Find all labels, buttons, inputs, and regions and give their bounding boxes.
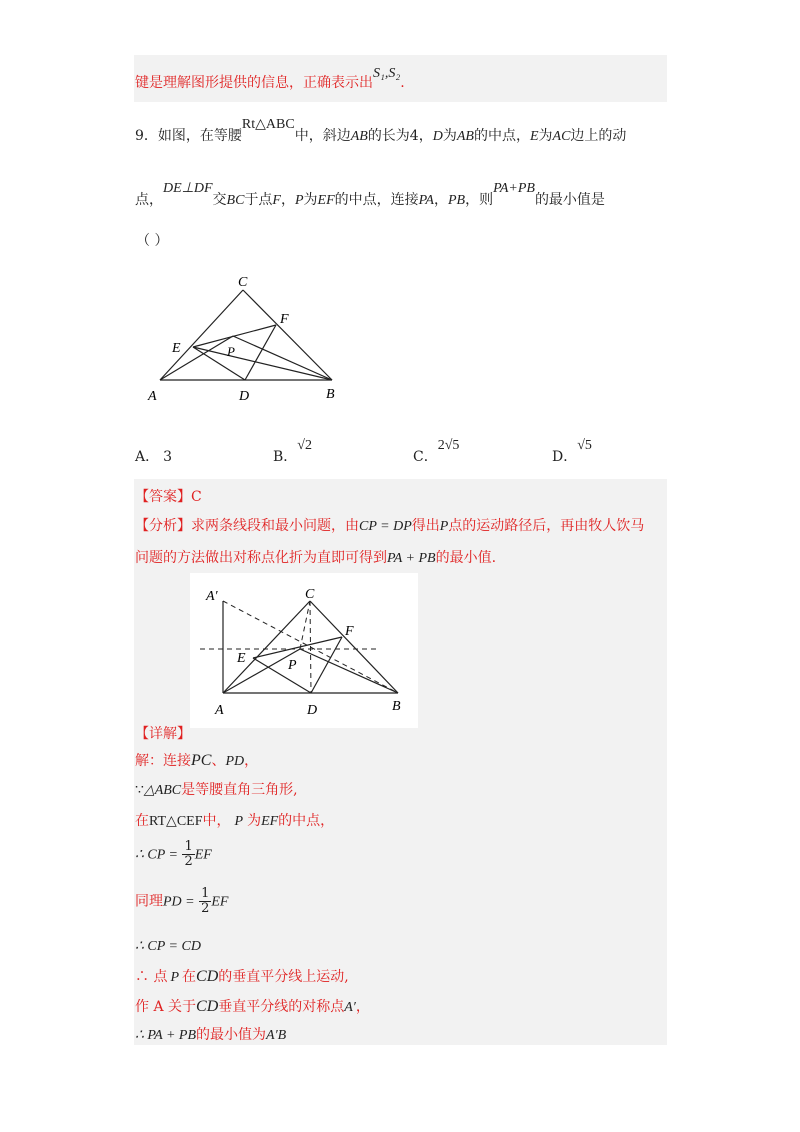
fraction-half [182, 840, 194, 869]
q-math: F [272, 193, 281, 208]
detail-text: 的垂直平分线上运动, [218, 969, 349, 985]
detail-math: EF [261, 814, 279, 829]
detail-math: CD [196, 968, 219, 985]
q-math-de-perp-df: DE⊥DF [163, 181, 213, 196]
detail-line-1 [135, 750, 258, 770]
detail-math: PD [225, 754, 245, 769]
q-text: 边上的动 [570, 128, 627, 144]
detail-text: ∵ [135, 782, 144, 798]
q-text: 中，斜边 [294, 128, 351, 144]
detail-text: 、 [211, 753, 226, 769]
answer-value: C [191, 489, 202, 505]
q-text: 点， [135, 192, 163, 208]
option-c-value: 2√5 [437, 438, 460, 453]
detail-text: 在 [135, 813, 149, 829]
label-E: E [172, 341, 181, 356]
detail-text: 为 [247, 813, 262, 829]
detail-tag: 【详解】 [135, 726, 191, 742]
analysis-text: 求两条线段和最小问题，由 [191, 518, 359, 534]
label2-E: E [237, 651, 246, 666]
detail-line-4 [135, 840, 212, 869]
q-math: PA [418, 193, 434, 208]
detail-text: 的最小值为 [196, 1027, 267, 1043]
detail-text: ∴ 点 [135, 969, 168, 985]
label-D: D [239, 389, 250, 404]
detail-text: ， [355, 999, 370, 1015]
answer-parentheses: （ ） [136, 233, 169, 249]
label2-B: B [392, 699, 401, 714]
detail-math: ∴ CP = [135, 847, 178, 863]
q-text: 为 [303, 192, 318, 208]
q-math: PB [447, 193, 466, 208]
option-c-letter: C． [413, 449, 438, 465]
q-text: 的最小值是 [534, 192, 605, 208]
option-a-value: 3 [163, 449, 173, 465]
analysis-text: 点的运动路径后，再由牧人饮马 [448, 518, 645, 534]
question-line-2 [135, 181, 605, 209]
frac-den: 2 [184, 854, 193, 869]
option-d-letter: D． [552, 449, 578, 465]
detail-math: EF [211, 894, 229, 910]
detail-text: 解：连接 [135, 753, 191, 769]
label2-A: A [215, 703, 224, 718]
detail-math: △ABC [143, 783, 182, 798]
q-math: AC [552, 129, 571, 144]
detail-math: P [234, 814, 244, 829]
detail-text: 同理 [135, 893, 163, 910]
q-math: P [294, 193, 304, 208]
q-text: 的长为4， [367, 128, 433, 144]
answer-tag: 【答案】 [135, 489, 191, 505]
detail-line-7 [135, 966, 349, 986]
detail-text: ， [244, 753, 259, 769]
seg-CB [243, 290, 332, 380]
label2-A1: A′ [206, 589, 218, 604]
frac-den: 2 [201, 901, 210, 916]
seg2-CD [310, 601, 311, 693]
analysis-text: 的最小值. [435, 550, 497, 566]
q-text: 于点 [244, 192, 273, 208]
detail-math: A′B [266, 1028, 287, 1043]
analysis-text: 得出 [411, 518, 440, 534]
detail-math: ∴ PA + PB [135, 1028, 197, 1043]
seg-PB [233, 336, 332, 380]
q-math-pa-pb: PA+PB [493, 181, 535, 196]
option-c[interactable] [413, 438, 460, 466]
q-text: 为 [538, 128, 553, 144]
detail-text: 是等腰直角三角形, [181, 782, 298, 798]
label-B: B [326, 387, 335, 402]
q-math: D [432, 129, 443, 144]
detail-line-5 [135, 887, 228, 916]
q-text: 为 [442, 128, 457, 144]
detail-text: 在 [182, 969, 197, 985]
seg2-DF [311, 637, 342, 693]
top-note-math: S₁,S₂ [373, 66, 401, 81]
top-note [135, 66, 405, 92]
label2-F: F [345, 624, 354, 639]
frac-num: 1 [184, 839, 193, 854]
frac-num: 1 [201, 886, 210, 901]
detail-math: PD = [163, 894, 195, 910]
q-text: ，则 [465, 192, 494, 208]
triangle-figure-2 [190, 573, 418, 728]
question-line-1 [135, 117, 627, 145]
detail-math: EF [194, 847, 212, 863]
option-d-value: √5 [577, 438, 592, 453]
q-text: ， [280, 192, 295, 208]
label-A: A [148, 389, 157, 404]
label2-D: D [307, 703, 318, 718]
option-b[interactable] [273, 438, 312, 466]
q-math-rt-abc: Rt△ABC [241, 117, 295, 132]
q-math: E [529, 129, 539, 144]
option-b-letter: B． [273, 449, 298, 465]
q-text: 如图，在等腰 [157, 128, 242, 144]
detail-text: 作 A 关于 [135, 999, 197, 1015]
seg-AC [160, 290, 243, 380]
detail-line-9 [135, 1024, 286, 1044]
option-a-letter: A． [135, 449, 160, 465]
seg2-CB [310, 601, 398, 693]
q-text: 的中点，连接 [334, 192, 419, 208]
fraction-half [199, 887, 211, 916]
analysis-text: 问题的方法做出对称点化折为直即可得到 [135, 550, 387, 566]
analysis-line-2 [135, 547, 496, 567]
q-math: AB [350, 129, 368, 144]
q-math: BC [226, 193, 245, 208]
analysis-math: P [439, 519, 449, 534]
option-a[interactable] [135, 446, 172, 466]
detail-math: PC [191, 752, 212, 769]
answer-line [135, 486, 202, 506]
detail-math: P [170, 970, 180, 985]
label-F: F [280, 312, 289, 327]
detail-text: 垂直平分线的对称点 [218, 999, 345, 1015]
q-text: 的中点， [473, 128, 530, 144]
seg2-PC [300, 601, 310, 649]
detail-math: A′ [344, 1000, 356, 1015]
seg2-AC [223, 601, 310, 693]
detail-line-8 [135, 996, 370, 1016]
label2-P: P [288, 658, 297, 673]
detail-math: CD [196, 998, 219, 1015]
seg-EB [193, 347, 332, 380]
q-math: AB [456, 129, 474, 144]
option-b-value: √2 [297, 438, 312, 453]
detail-line-6: ∴ CP = CD [135, 939, 201, 954]
analysis-tag: 【分析】 [135, 518, 191, 534]
option-d[interactable] [552, 438, 592, 466]
label-C: C [238, 275, 248, 290]
seg-DE [193, 347, 245, 380]
q-math: EF [317, 193, 335, 208]
triangle-figure-1 [140, 270, 350, 410]
top-note-end: . [400, 75, 405, 91]
q-text: 交 [212, 192, 227, 208]
detail-text: 的中点， [278, 813, 335, 829]
detail-line-3 [135, 810, 334, 830]
label2-C: C [305, 587, 315, 602]
detail-text: 中， [202, 813, 231, 829]
analysis-math: CP = DP [359, 519, 412, 534]
analysis-math: PA + PB [387, 551, 436, 566]
label-P: P [227, 344, 235, 359]
q-text: ， [433, 192, 448, 208]
seg2-DE [253, 658, 311, 693]
detail-math: RT△CEF [149, 814, 203, 829]
analysis-line-1 [135, 515, 644, 535]
question-number: 9． [135, 128, 158, 144]
detail-line-2 [135, 779, 298, 799]
top-note-text: 键是理解图形提供的信息，正确表示出 [135, 75, 373, 91]
seg-PA [160, 336, 233, 380]
